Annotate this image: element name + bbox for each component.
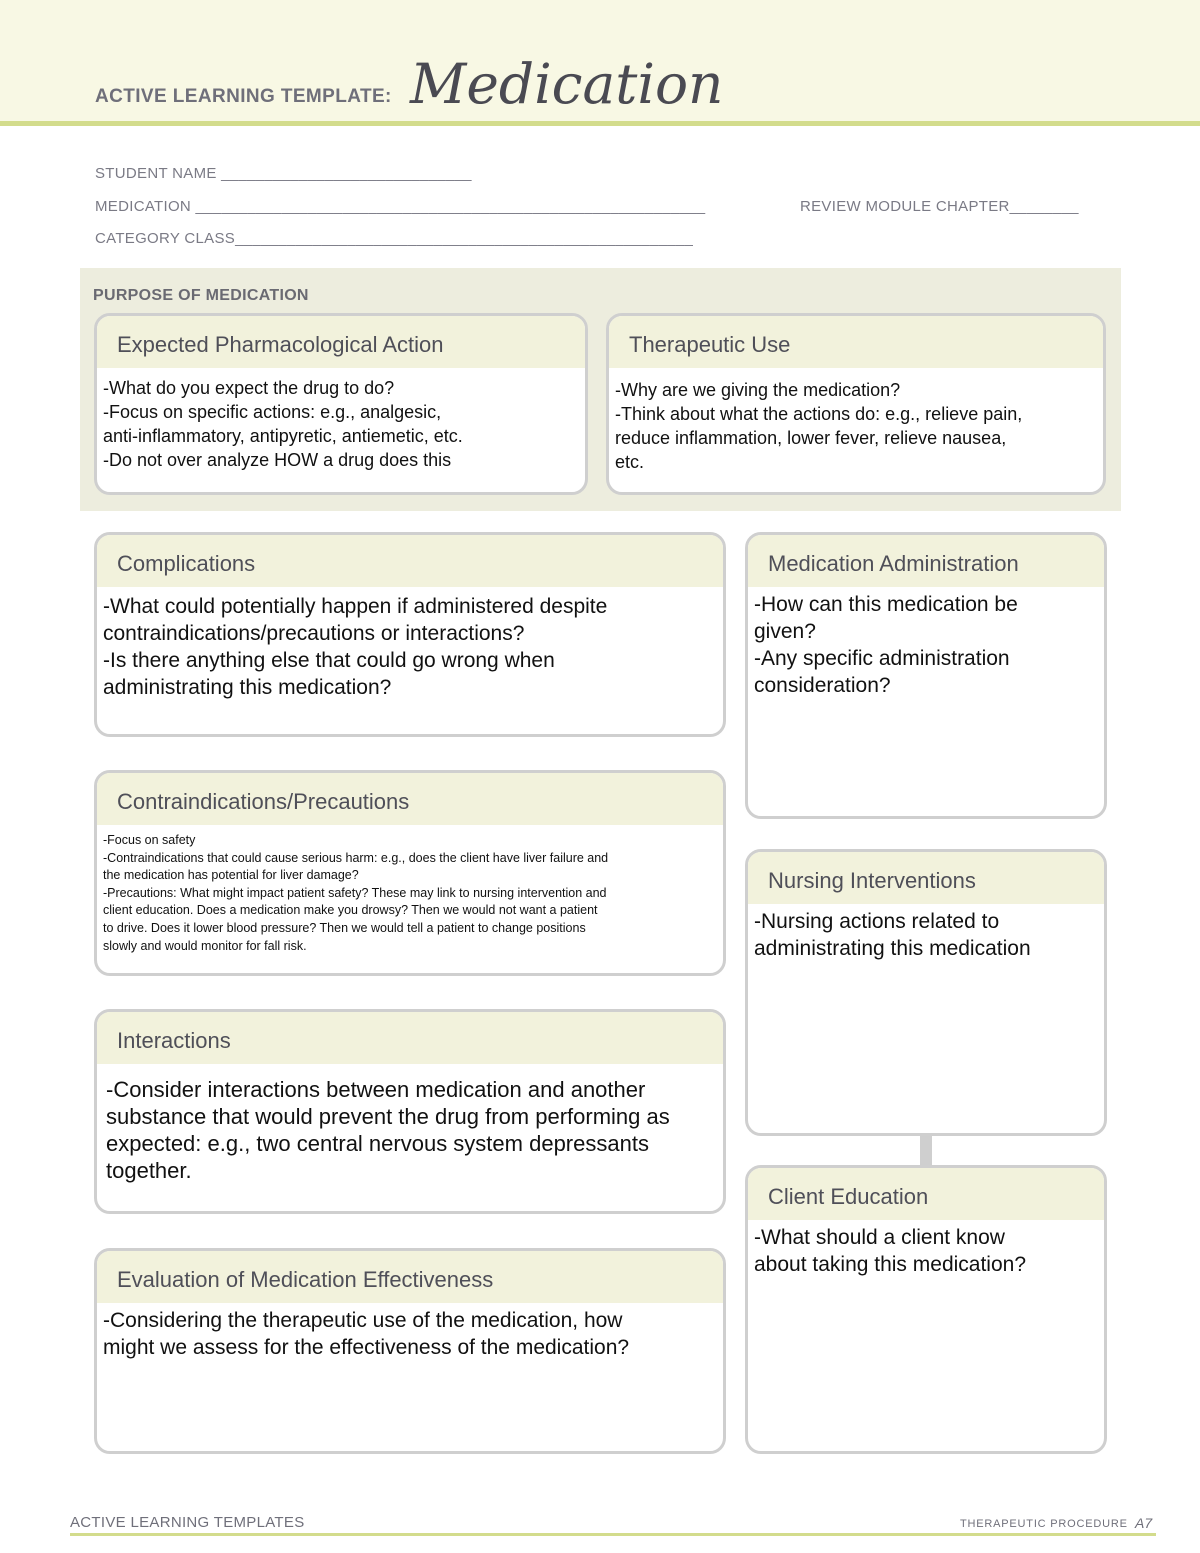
expected-action-card[interactable] [94, 313, 588, 495]
page-number: A7 [1135, 1515, 1153, 1531]
complications-body: -What could potentially happen if administered despite contraindications/precautions or interactions? -Is there anything else that could go wrong when administrating this medication? [103, 595, 608, 699]
therapeutic-use-body: -Why are we giving the medication? -Think about what the actions do: e.g., relieve pain, reduce inflammation, lower fever, relieve nausea, etc. [615, 380, 1023, 472]
expected-action-title: Expected Pharmacological Action [97, 316, 585, 368]
interactions-body: -Consider interactions between medication and another substance that would prevent the drug from performing as expected: e.g., two central nervous system depressants together. [106, 1077, 670, 1183]
nursing-interventions-card[interactable] [745, 849, 1107, 1136]
page-title: Medication [410, 52, 724, 116]
evaluation-title: Evaluation of Medication Effectiveness [97, 1251, 723, 1303]
header-divider [0, 121, 1200, 126]
evaluation-card[interactable] [94, 1248, 726, 1454]
therapeutic-use-title: Therapeutic Use [609, 316, 1103, 368]
nursing-interventions-body: -Nursing actions related to administrating this medication [754, 910, 1031, 960]
contraindications-title: Contraindications/Precautions [97, 773, 723, 825]
complications-card[interactable] [94, 532, 726, 737]
client-education-body: -What should a client know about taking this medication? [754, 1226, 1027, 1276]
template-label: ACTIVE LEARNING TEMPLATE: [95, 86, 392, 107]
review-module-field[interactable]: REVIEW MODULE CHAPTER________ [800, 198, 1079, 215]
evaluation-body: -Considering the therapeutic use of the medication, how might we assess for the effectiveness of the medication? [103, 1309, 630, 1359]
student-name-field[interactable]: STUDENT NAME _____________________________ [95, 165, 472, 182]
therapeutic-use-card[interactable] [606, 313, 1106, 495]
footer-right: THERAPEUTIC PROCEDURE [960, 1518, 1128, 1530]
contraindications-card[interactable] [94, 770, 726, 976]
client-education-card[interactable] [745, 1165, 1107, 1454]
contraindications-body: -Focus on safety -Contraindications that could cause serious harm: e.g., does the client have liver failure and the medication has potential for liver damage? -Precautions: What might impact patient safety? These may link to nursing intervention and client education. Does a medication make you drowsy? Then we would not want a patient to drive. Does it lower blood pressure? Then we would tell a patient to change positions slowly and would monitor for fall risk. [103, 833, 609, 953]
complications-title: Complications [97, 535, 723, 587]
nursing-interventions-title: Nursing Interventions [748, 852, 1104, 904]
category-class-field[interactable]: CATEGORY CLASS_____________________________________________________ [95, 230, 694, 247]
footer-left: ACTIVE LEARNING TEMPLATES [70, 1514, 305, 1531]
administration-card[interactable] [745, 532, 1107, 819]
medication-field[interactable]: MEDICATION ___________________________________________________________ [95, 198, 706, 215]
administration-title: Medication Administration [748, 535, 1104, 587]
footer-divider [70, 1533, 1156, 1536]
expected-action-body: -What do you expect the drug to do? -Focus on specific actions: e.g., analgesic, anti-inflammatory, antipyretic, antiemetic, etc. -Do not over analyze HOW a drug does this [103, 378, 463, 470]
interactions-card[interactable] [94, 1009, 726, 1214]
purpose-title: PURPOSE OF MEDICATION [93, 287, 309, 304]
administration-body: -How can this medication be given? -Any specific administration consideration? [754, 593, 1018, 697]
interactions-title: Interactions [97, 1012, 723, 1064]
section-connector [920, 1134, 932, 1167]
client-education-title: Client Education [748, 1168, 1104, 1220]
